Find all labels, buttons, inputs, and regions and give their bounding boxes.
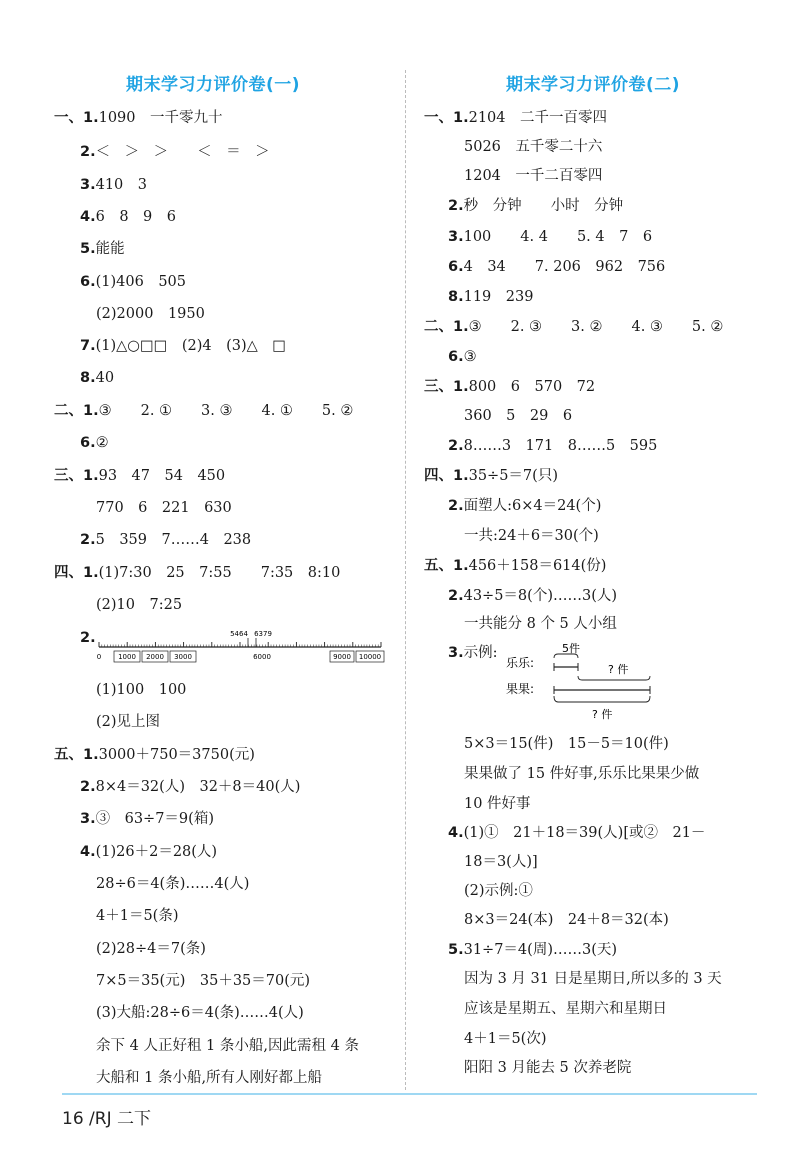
answer-text: 43÷5＝8(个)……3(人) (463, 588, 618, 604)
answer-text: ② (95, 435, 109, 451)
left-answer-line (80, 628, 96, 648)
answer-text: 35÷5＝7(只) (468, 468, 558, 484)
nl-label-6000: 6000 (253, 653, 271, 661)
question-number: 五、1. (54, 747, 99, 763)
question-number: 2. (80, 779, 96, 795)
left-answer-line (96, 595, 182, 615)
nl-label-5464: 5464 (230, 630, 248, 638)
right-answer-line (464, 1058, 631, 1078)
question-number: 2. (448, 588, 464, 604)
answer-text: 余下 4 人正好租 1 条小船,因此需租 4 条 (96, 1038, 359, 1054)
right-answer-line (464, 969, 722, 989)
answer-text: 1204 一千二百零四 (464, 168, 603, 184)
right-answer-line (424, 108, 607, 128)
answer-text: (1)100 100 (96, 682, 187, 698)
answer-text: 示例: (463, 645, 498, 661)
question-number: 6. (80, 435, 96, 451)
question-number: 2. (448, 198, 464, 214)
left-answer-line (96, 1068, 322, 1088)
answer-text: 4＋1＝5(次) (464, 1031, 547, 1047)
answer-text: 18＝3(人)] (464, 854, 538, 870)
answer-text: ③ 2. ① 3. ③ 4. ① 5. ② (98, 403, 354, 419)
right-answer-line (448, 196, 623, 216)
right-answer-line (448, 940, 617, 960)
question-number: 7. (80, 338, 96, 354)
left-answer-line (80, 777, 300, 797)
left-answer-line (54, 745, 255, 765)
question-number: 6. (448, 259, 464, 275)
left-answer-line (80, 809, 214, 829)
question-number: 5. (80, 241, 96, 257)
left-answer-line (80, 272, 186, 292)
answer-text: ③ 2. ③ 3. ② 4. ③ 5. ② (468, 319, 724, 335)
left-answer-line (80, 142, 270, 162)
footer-rule (62, 1093, 757, 1095)
answer-text: 770 6 221 630 (96, 500, 232, 516)
question-number: 5. (448, 942, 464, 958)
right-answer-line (424, 317, 723, 337)
nl-label-6379: 6379 (254, 630, 272, 638)
right-answer-line (464, 526, 599, 546)
question-number: 4. (448, 825, 464, 841)
nl-label-2000: 2000 (146, 653, 164, 661)
answer-text: 6 8 9 6 (95, 209, 177, 225)
answer-text: 应该是星期五、星期六和星期日 (464, 1001, 667, 1017)
right-answer-line (448, 257, 665, 277)
answer-text: 119 239 (463, 289, 534, 305)
right-answer-line (424, 377, 595, 397)
question-number: 一、1. (424, 110, 469, 126)
right-answer-line (448, 227, 652, 247)
question-number: 4. (80, 209, 96, 225)
answer-text: 5 359 7……4 238 (95, 532, 252, 548)
answer-text: 秒 分钟 小时 分钟 (463, 198, 624, 214)
question-number: 8. (80, 370, 96, 386)
label-q2: ? 件 (592, 708, 613, 721)
answer-text: 3000＋750＝3750(元) (98, 747, 255, 763)
right-title: 期末学习力评价卷(二) (506, 75, 681, 95)
question-number: 三、1. (424, 379, 469, 395)
answer-text: 40 (95, 370, 115, 386)
answer-text: 面塑人:6×4＝24(个) (463, 498, 602, 514)
left-answer-line (96, 906, 179, 926)
answer-text: 8×3＝24(本) 24＋8＝32(本) (464, 912, 669, 928)
left-answer-line (96, 498, 232, 518)
answer-text: 果果做了 15 件好事,乐乐比果果少做 (464, 766, 700, 782)
right-answer-line (464, 166, 602, 186)
left-answer-line (80, 368, 114, 388)
answer-text: 10 件好事 (464, 796, 531, 812)
answer-text: 因为 3 月 31 日是星期日,所以多的 3 天 (464, 971, 722, 987)
answer-text: 2104 二千一百零四 (468, 110, 608, 126)
right-answer-line (424, 466, 558, 486)
left-answer-line (80, 336, 286, 356)
answer-text: 4＋1＝5(条) (96, 908, 179, 924)
answer-text: (2)28÷4＝7(条) (96, 941, 206, 957)
question-number: 一、1. (54, 110, 99, 126)
answer-text: (1)26＋2＝28(人) (95, 844, 218, 860)
right-answer-line (448, 586, 617, 606)
right-answer-line (464, 137, 602, 157)
left-answer-line (96, 712, 160, 732)
answer-text: (2)2000 1950 (96, 306, 205, 322)
answer-text: (3)大船:28÷6＝4(条)……4(人) (96, 1005, 304, 1021)
left-answer-line (96, 971, 310, 991)
question-number: 四、1. (54, 565, 99, 581)
page-footer: 16 /RJ 二下 (62, 1109, 151, 1129)
answer-text: 31÷7＝4(周)……3(天) (463, 942, 618, 958)
number-line-figure (96, 625, 386, 665)
right-answer-line (448, 643, 498, 663)
question-number: 6. (80, 274, 96, 290)
left-answer-line (96, 874, 249, 894)
right-answer-line (464, 1029, 547, 1049)
answer-text: (2)示例:① (464, 883, 533, 899)
answer-text: (1)△○□□ (2)4 (3)△ □ (95, 338, 287, 354)
answer-text: 阳阳 3 月能去 5 次养老院 (464, 1060, 632, 1076)
left-answer-line (80, 842, 217, 862)
question-number: 6. (448, 349, 464, 365)
question-number: 二、1. (54, 403, 99, 419)
label-5-jian: 5件 (562, 642, 580, 655)
right-answer-line (424, 556, 606, 576)
answer-text: 456＋158＝614(份) (468, 558, 607, 574)
answer-text: 8……3 171 8……5 595 (463, 438, 658, 454)
right-answer-line (464, 852, 538, 872)
question-number: 三、1. (54, 468, 99, 484)
number-line-ticks (99, 642, 381, 647)
question-number: 3. (448, 645, 464, 661)
answer-text: 410 3 (95, 177, 148, 193)
right-answer-line (464, 614, 617, 634)
answer-text: (1)① 21＋18＝39(人)[或② 21－ (463, 825, 706, 841)
left-answer-line (96, 1003, 304, 1023)
question-number: 8. (448, 289, 464, 305)
answer-text: 4 34 7. 206 962 756 (463, 259, 666, 275)
answer-text: (2)见上图 (96, 714, 161, 730)
answer-text: 5×3＝15(件) 15－5＝10(件) (464, 736, 669, 752)
right-answer-line (464, 881, 533, 901)
column-divider (405, 70, 406, 1090)
question-number: 四、1. (424, 468, 469, 484)
right-answer-line (448, 436, 657, 456)
nl-label-9000: 9000 (333, 653, 351, 661)
left-answer-line (54, 108, 223, 128)
question-number: 2. (80, 532, 96, 548)
question-number: 2. (80, 144, 96, 160)
answer-text: 360 5 29 6 (464, 408, 573, 424)
label-lele: 乐乐: (506, 656, 535, 670)
line-segment-diagram (504, 640, 674, 725)
nl-label-3000: 3000 (174, 653, 192, 661)
left-answer-line (80, 530, 251, 550)
right-answer-line (464, 999, 667, 1019)
answer-text: 一共:24＋6＝30(个) (464, 528, 599, 544)
question-number: 2. (448, 498, 464, 514)
right-answer-line (464, 794, 531, 814)
left-answer-line (54, 563, 340, 583)
question-number: 3. (448, 229, 464, 245)
left-answer-line (54, 401, 353, 421)
right-answer-line (448, 823, 705, 843)
question-number: 2. (80, 630, 96, 646)
right-answer-line (448, 287, 533, 307)
right-answer-line (448, 496, 601, 516)
answer-text: 1090 一千零九十 (98, 110, 223, 126)
answer-text: ③ 63÷7＝9(箱) (95, 811, 214, 827)
right-answer-line (464, 406, 572, 426)
left-title: 期末学习力评价卷(一) (126, 75, 301, 95)
answer-text: 800 6 570 72 (468, 379, 596, 395)
left-answer-line (80, 239, 125, 259)
left-answer-line (54, 466, 225, 486)
brace-q1 (578, 676, 650, 680)
question-number: 二、1. (424, 319, 469, 335)
answer-text: ＜ ＞ ＞ ＜ ＝ ＞ (95, 144, 270, 160)
right-answer-line (448, 347, 477, 367)
answer-text: 93 47 54 450 (98, 468, 226, 484)
label-guoguo: 果果: (506, 682, 535, 696)
nl-label-1000: 1000 (118, 653, 136, 661)
label-q1: ? 件 (608, 663, 629, 676)
answer-text: 大船和 1 条小船,所有人刚好都上船 (96, 1070, 323, 1086)
left-answer-line (96, 1036, 359, 1056)
left-answer-line (96, 304, 205, 324)
question-number: 五、1. (424, 558, 469, 574)
answer-text: 8×4＝32(人) 32＋8＝40(人) (95, 779, 301, 795)
right-answer-line (464, 764, 699, 784)
question-number: 4. (80, 844, 96, 860)
answer-text: 28÷6＝4(条)……4(人) (96, 876, 250, 892)
right-answer-line (464, 910, 669, 930)
brace-q2 (554, 696, 650, 702)
left-answer-line (80, 207, 176, 227)
answer-text: (1)7:30 25 7:55 7:35 8:10 (98, 565, 341, 581)
question-number: 3. (80, 811, 96, 827)
left-answer-line (96, 939, 206, 959)
answer-text: ③ (463, 349, 477, 365)
answer-text: 一共能分 8 个 5 人小组 (464, 616, 617, 632)
question-number: 2. (448, 438, 464, 454)
answer-text: 100 4. 4 5. 4 7 6 (463, 229, 653, 245)
answer-text: (2)10 7:25 (96, 597, 183, 613)
left-answer-line (80, 433, 109, 453)
question-number: 3. (80, 177, 96, 193)
answer-text: 能能 (95, 241, 125, 257)
answer-text: (1)406 505 (95, 274, 187, 290)
nl-label-10000: 10000 (358, 653, 382, 661)
answer-text: 5026 五千零二十六 (464, 139, 603, 155)
right-answer-line (464, 734, 669, 754)
nl-label-0: 0 (96, 653, 102, 661)
left-answer-line (80, 175, 147, 195)
left-answer-line (96, 680, 186, 700)
answer-text: 7×5＝35(元) 35＋35＝70(元) (96, 973, 311, 989)
